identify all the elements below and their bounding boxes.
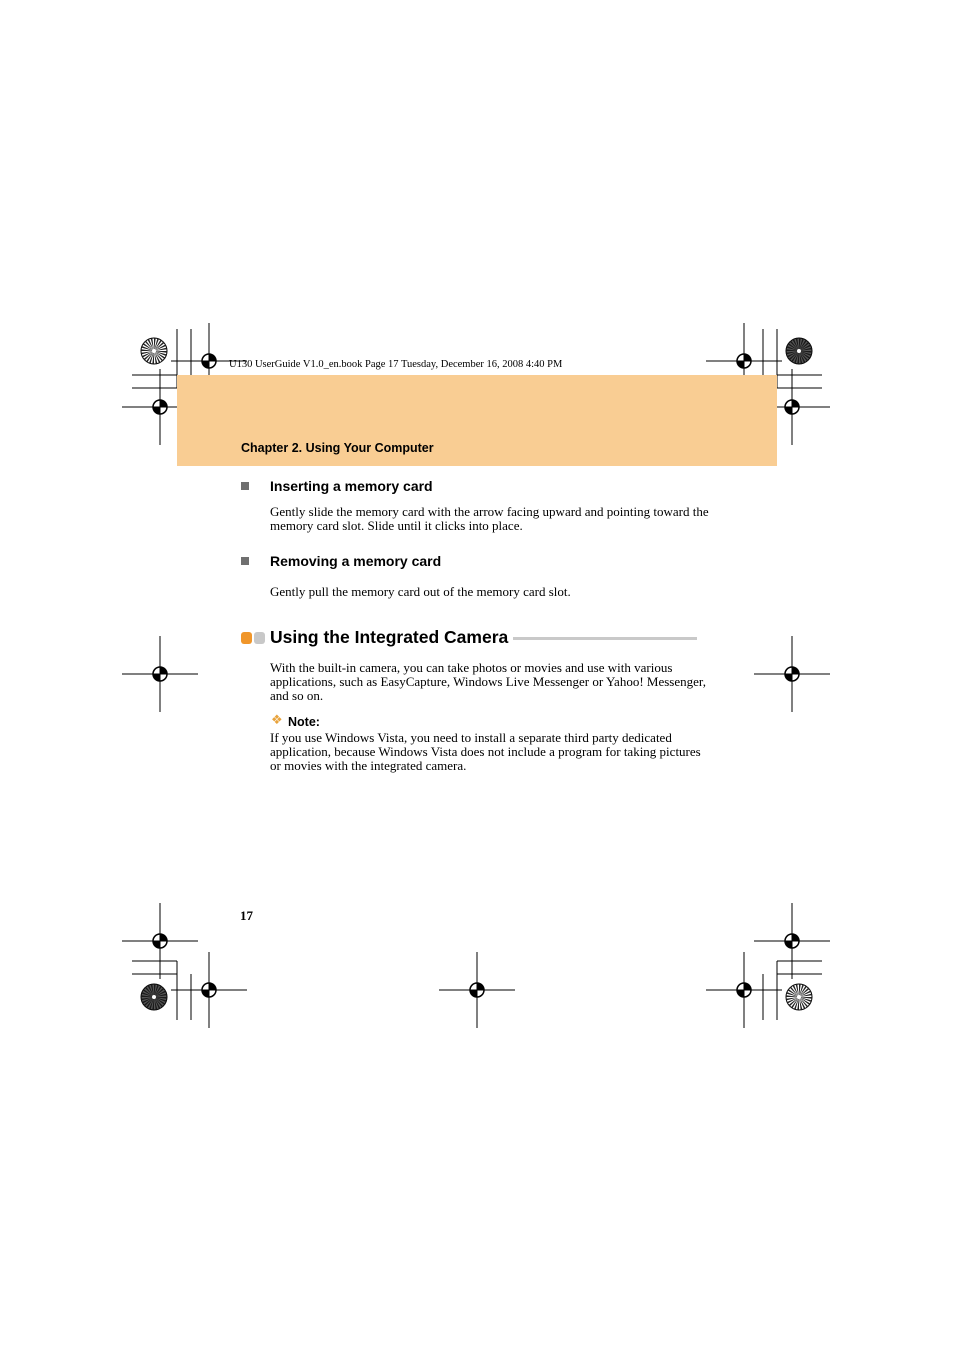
registration-crosshair-icon <box>754 636 830 712</box>
starburst-registration-icon <box>786 984 812 1010</box>
note-label: Note: <box>288 715 320 729</box>
subheading-removing-memory-card: Removing a memory card <box>270 553 442 569</box>
registration-crosshair-icon <box>439 952 515 1028</box>
heading-dot-muted-icon <box>254 632 265 644</box>
heading-rule <box>513 637 697 640</box>
chapter-title: Chapter 2. Using Your Computer <box>241 441 434 455</box>
registration-crosshair-icon <box>754 903 830 979</box>
registration-crosshair-icon <box>706 952 782 1028</box>
heading-dot-accent-icon <box>241 632 252 644</box>
square-bullet-icon <box>241 557 249 565</box>
registration-crosshair-icon <box>171 952 247 1028</box>
square-bullet-icon <box>241 482 249 490</box>
starburst-registration-icon <box>141 984 167 1010</box>
subheading-inserting-memory-card: Inserting a memory card <box>270 478 433 494</box>
paragraph-integrated-camera: With the built-in camera, you can take photos or movies and use with various applications, such as EasyCapture, Windows Live Messenger or Yahoo! Messenger, and so on. <box>270 660 706 703</box>
starburst-registration-icon <box>141 338 167 364</box>
paragraph-inserting-memory-card: Gently slide the memory card with the arrow facing upward and pointing toward the memory card slot. Slide until it clicks into place. <box>270 504 709 533</box>
note-icon: ❖ <box>271 713 283 728</box>
registration-crosshair-icon <box>122 903 198 979</box>
note-paragraph: If you use Windows Vista, you need to install a separate third party dedicated application, because Windows Vista does not include a program for taking pictures or movies with the integrated camera. <box>270 730 701 773</box>
paragraph-removing-memory-card: Gently pull the memory card out of the memory card slot. <box>270 584 571 599</box>
section-heading-integrated-camera: Using the Integrated Camera <box>270 627 509 647</box>
registration-crosshair-icon <box>122 636 198 712</box>
starburst-registration-icon <box>786 338 812 364</box>
page-number: 17 <box>240 908 253 923</box>
book-info-line: U130 UserGuide V1.0_en.book Page 17 Tuesday, December 16, 2008 4:40 PM <box>229 359 563 370</box>
